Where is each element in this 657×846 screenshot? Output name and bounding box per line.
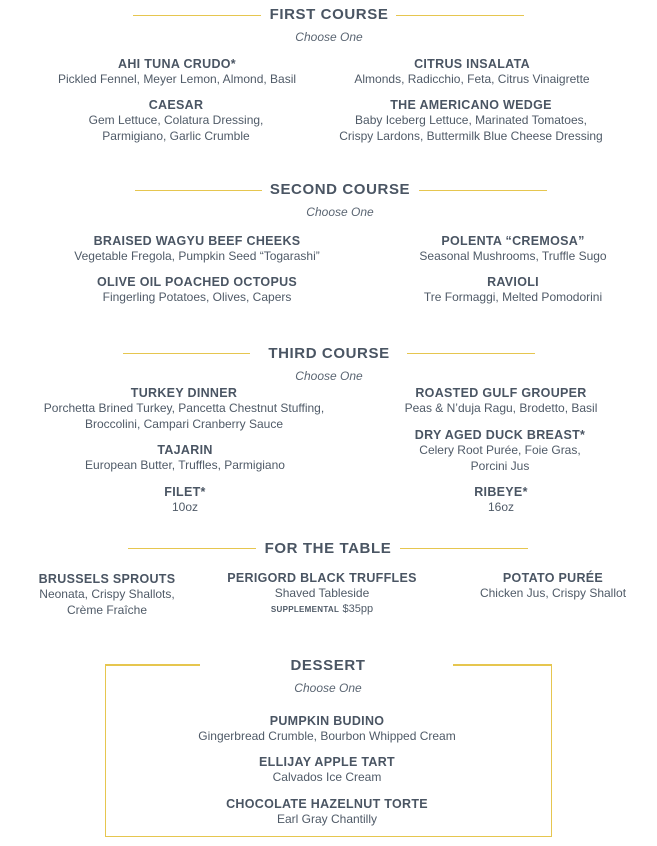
menu-item-desc: Earl Gray Chantilly <box>276 812 378 826</box>
menu-item-pumpkin-budino <box>162 714 492 745</box>
menu-item-octopus <box>32 275 362 306</box>
second-course-rule-left <box>135 190 262 191</box>
menu-item-desc: Calvados Ice Cream <box>272 770 382 784</box>
menu-item-apple-tart <box>162 755 492 786</box>
menu-item-name: POTATO PURÉE <box>502 571 604 585</box>
menu-item-name: TURKEY DINNER <box>130 386 238 400</box>
menu-item-desc: Gingerbread Crumble, Bourbon Whipped Cream <box>198 729 456 743</box>
menu-item-desc: Parmigiano, Garlic Crumble <box>102 128 250 143</box>
menu-item-name: CAESAR <box>148 98 204 112</box>
menu-item-braised-wagyu <box>32 234 362 265</box>
first-course-rule-left <box>133 15 261 16</box>
menu-item-desc: Gem Lettuce, Colatura Dressing, <box>88 113 264 127</box>
third-course-rule-right <box>407 353 535 354</box>
menu-item-desc: Chicken Jus, Crispy Shallot <box>479 586 627 600</box>
menu-item-desc: Fingerling Potatoes, Olives, Capers <box>102 290 292 304</box>
menu-item-polenta-cremosa <box>348 234 657 265</box>
menu-item-name: PUMPKIN BUDINO <box>269 714 385 728</box>
menu-item-name: BRUSSELS SPROUTS <box>38 572 176 586</box>
menu-item-ravioli <box>348 275 657 306</box>
menu-item-name: TAJARIN <box>157 443 213 457</box>
menu-item-duck-breast <box>335 428 657 474</box>
menu-item-desc: Pickled Fennel, Meyer Lemon, Almond, Basil <box>57 72 297 86</box>
second-course-rule-right <box>419 190 547 191</box>
dessert-frame-top-right <box>453 664 552 666</box>
first-course-heading: FIRST COURSE <box>269 6 389 23</box>
first-course-rule-right <box>396 15 524 16</box>
menu-item-desc: 16oz <box>487 500 515 514</box>
menu-item-potato-puree <box>453 571 653 602</box>
second-course-heading: SECOND COURSE <box>269 181 411 198</box>
menu-item-tajarin <box>20 443 350 474</box>
menu-item-americano-wedge <box>306 98 636 144</box>
menu-item-desc: Crème Fraîche <box>66 602 148 617</box>
menu-item-brussels-sprouts <box>7 572 207 618</box>
menu-item-name: POLENTA “CREMOSA” <box>441 234 585 248</box>
table-rule-right <box>400 548 528 549</box>
menu-item-desc: Celery Root Purée, Foie Gras, <box>419 443 581 457</box>
menu-item-gulf-grouper <box>336 386 657 417</box>
table-rule-left <box>128 548 256 549</box>
dessert-heading: DESSERT <box>290 657 366 674</box>
menu-item-perigord-truffles <box>212 571 432 616</box>
menu-item-ahi-tuna-crudo <box>12 57 342 88</box>
menu-item-desc: Seasonal Mushrooms, Truffle Sugo <box>419 249 607 263</box>
menu-item-name: CITRUS INSALATA <box>414 57 530 71</box>
menu-item-name: ROASTED GULF GROUPER <box>415 386 587 400</box>
supplemental-price: $35pp <box>342 602 374 615</box>
menu-item-desc: Vegetable Fregola, Pumpkin Seed “Togarashi” <box>74 249 320 263</box>
supplemental-label: SUPPLEMENTAL <box>270 604 340 614</box>
menu-item-name: BRAISED WAGYU BEEF CHEEKS <box>93 234 301 248</box>
menu-item-name: CHOCOLATE HAZELNUT TORTE <box>226 797 428 811</box>
third-course-rule-left <box>123 353 250 354</box>
menu-item-desc: Shaved Tableside <box>274 586 370 600</box>
menu-item-desc: Baby Iceberg Lettuce, Marinated Tomatoes, <box>355 113 587 127</box>
menu-item-desc: Porchetta Brined Turkey, Pancetta Chestnut Stuffing, <box>43 401 325 415</box>
menu-item-desc: Almonds, Radicchio, Feta, Citrus Vinaigrette <box>354 72 590 86</box>
menu-item-name: AHI TUNA CRUDO* <box>118 57 236 71</box>
menu-item-ribeye <box>336 485 657 516</box>
menu-item-desc: Crispy Lardons, Buttermilk Blue Cheese Dressing <box>339 128 603 143</box>
dessert-subtitle: Choose One <box>294 681 362 695</box>
menu-item-desc: 10oz <box>171 500 199 514</box>
menu-item-citrus-insalata <box>307 57 637 88</box>
menu-item-filet <box>20 485 350 516</box>
menu-item-desc: Tre Formaggi, Melted Pomodorini <box>423 290 603 304</box>
menu-item-desc: Peas & N’duja Ragu, Brodetto, Basil <box>404 401 598 415</box>
menu-item-name: PERIGORD BLACK TRUFFLES <box>227 571 417 585</box>
menu-item-name: ELLIJAY APPLE TART <box>259 755 395 769</box>
menu-item-desc: Broccolini, Campari Cranberry Sauce <box>84 416 284 431</box>
menu-item-turkey-dinner <box>19 386 349 432</box>
menu-item-desc: Porcini Jus <box>470 458 530 473</box>
third-course-subtitle: Choose One <box>295 369 363 383</box>
menu-item-name: RAVIOLI <box>487 275 539 289</box>
menu-item-name: RIBEYE* <box>474 485 528 499</box>
for-the-table-heading: FOR THE TABLE <box>264 540 392 557</box>
second-course-subtitle: Choose One <box>306 205 374 219</box>
menu-item-desc: European Butter, Truffles, Parmigiano <box>85 458 285 472</box>
menu-item-name: DRY AGED DUCK BREAST* <box>414 428 586 442</box>
menu-item-hazelnut-torte <box>162 797 492 828</box>
menu-item-name: THE AMERICANO WEDGE <box>390 98 552 112</box>
menu-item-caesar <box>11 98 341 144</box>
third-course-heading: THIRD COURSE <box>268 345 390 362</box>
menu-item-name: FILET* <box>164 485 206 499</box>
menu-item-desc: Neonata, Crispy Shallots, <box>39 587 175 601</box>
first-course-subtitle: Choose One <box>295 30 363 44</box>
menu-item-name: OLIVE OIL POACHED OCTOPUS <box>96 275 298 289</box>
dessert-frame-top-left <box>105 664 200 666</box>
